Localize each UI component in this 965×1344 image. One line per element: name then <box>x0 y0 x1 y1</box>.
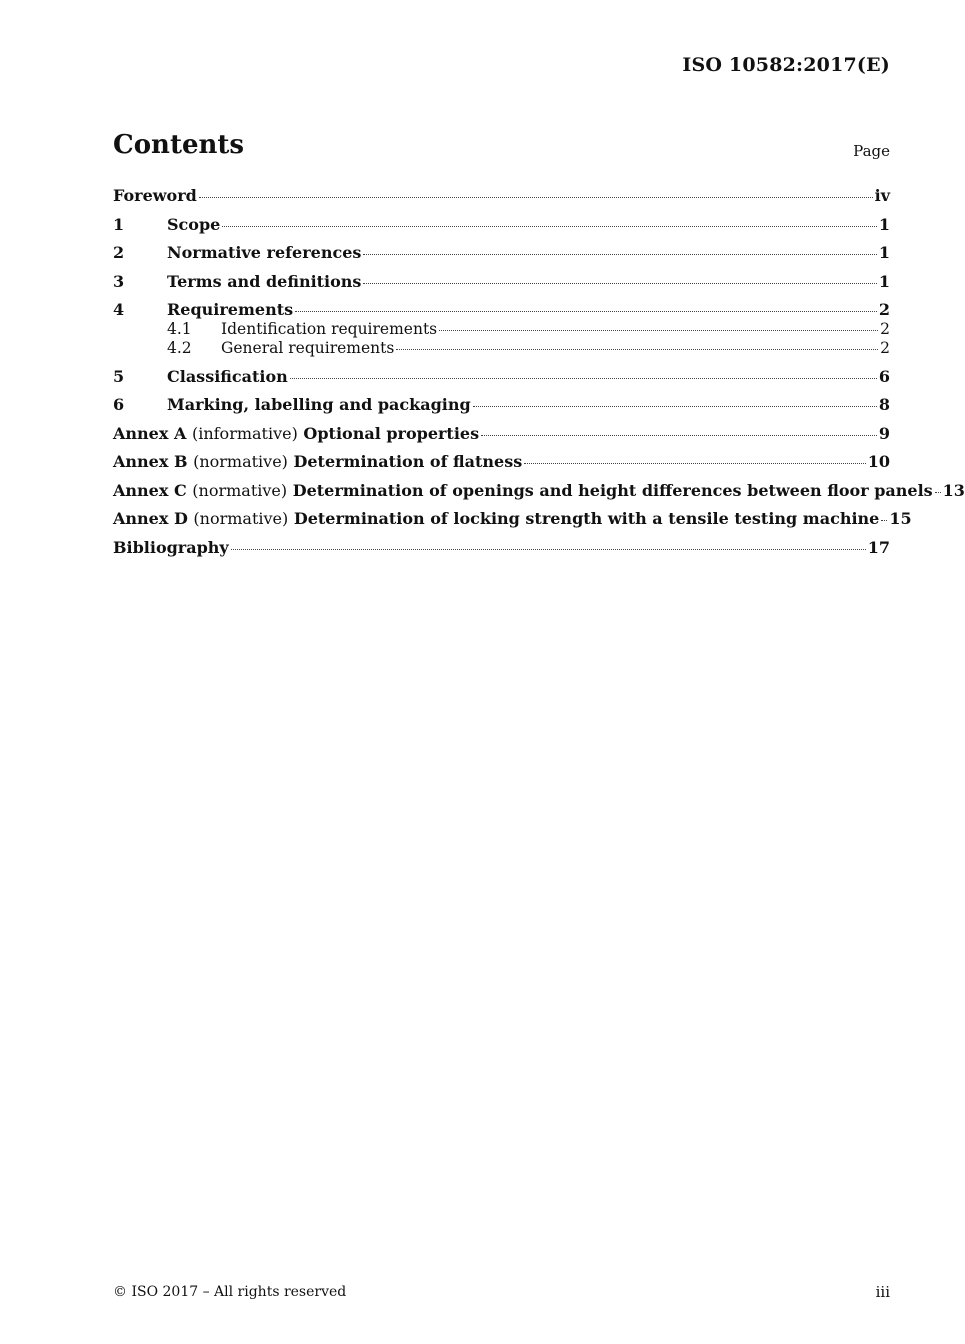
toc-entry-title: General requirements <box>221 339 395 357</box>
toc-entry-page: 13 <box>942 480 965 500</box>
toc-entry-annex-c[interactable] <box>113 480 965 501</box>
document-code: ISO 10582:2017(E) <box>682 54 890 76</box>
toc-entry-page: 8 <box>878 395 890 414</box>
toc-entry-annex-d[interactable] <box>113 509 912 529</box>
toc-entry-title: Terms and definitions <box>167 271 362 291</box>
toc-entry-general-requirements[interactable] <box>113 339 890 358</box>
toc-entry-bibliography[interactable] <box>113 538 890 558</box>
contents-header <box>113 130 890 166</box>
dot-leader <box>524 462 865 464</box>
annex-label: Annex A <box>113 423 187 443</box>
toc-entry-foreword[interactable] <box>113 186 890 206</box>
page-column-label: Page <box>853 142 890 160</box>
toc-entry-identification-requirements[interactable] <box>113 320 890 339</box>
annex-title: Determination of openings and height differences between floor panels <box>292 480 933 500</box>
toc-entry-number: 6 <box>113 395 125 414</box>
toc-entry-number: 1 <box>113 214 125 234</box>
toc-entry-number: 2 <box>113 243 125 262</box>
toc-entry-page: 2 <box>880 339 890 357</box>
annex-label: Annex B <box>113 452 188 471</box>
page-number: iii <box>875 1283 890 1301</box>
toc-entry-title: Foreword <box>113 186 197 205</box>
toc-entry-annex-b[interactable] <box>113 452 890 472</box>
toc-entry-number: 3 <box>113 271 125 291</box>
dot-leader <box>199 196 873 198</box>
dot-leader <box>935 491 941 493</box>
annex-label: Annex D <box>113 509 188 528</box>
toc-entry-title: Identification requirements <box>221 320 438 338</box>
toc-entry-title <box>113 424 479 444</box>
copyright-notice: © ISO 2017 – All rights reserved <box>113 1284 347 1300</box>
contents-title: Contents <box>113 130 245 160</box>
toc-entry-terms-and-definitions[interactable] <box>113 272 890 292</box>
toc-entry-number: 4.1 <box>167 320 192 338</box>
toc-entry-marking-labelling-packaging[interactable] <box>113 395 890 415</box>
annex-type: (normative) <box>193 509 289 528</box>
annex-type: (normative) <box>193 452 288 471</box>
dot-leader <box>290 377 877 379</box>
toc-entry-requirements[interactable] <box>113 300 890 320</box>
dot-leader <box>295 310 877 312</box>
annex-title: Determination of locking strength with a tensile testing machine <box>293 509 880 528</box>
dot-leader <box>473 405 877 407</box>
toc-entry-classification[interactable] <box>113 367 890 387</box>
dot-leader <box>222 225 877 227</box>
dot-leader <box>439 329 878 331</box>
toc-entry-page: 1 <box>878 214 890 234</box>
toc-entry-title <box>113 452 522 472</box>
annex-type: (informative) <box>191 423 298 443</box>
toc-entry-page: 2 <box>880 320 890 338</box>
dot-leader <box>363 282 876 284</box>
toc-entry-page: 9 <box>878 423 890 443</box>
dot-leader <box>231 548 866 550</box>
toc-entry-page: 1 <box>878 243 890 262</box>
annex-type: (normative) <box>192 480 288 500</box>
annex-label: Annex C <box>113 480 187 500</box>
toc-entry-normative-references[interactable] <box>113 243 890 263</box>
toc-entry-number: 5 <box>113 366 125 386</box>
toc-entry-title <box>113 481 933 501</box>
toc-entry-title: Marking, labelling and packaging <box>167 395 471 414</box>
toc-entry-annex-a[interactable] <box>113 424 890 444</box>
toc-entry-page: iv <box>874 186 890 205</box>
toc-entry-title: Normative references <box>167 243 362 262</box>
toc-entry-title: Classification <box>167 366 288 386</box>
toc-entry-scope[interactable] <box>113 215 890 235</box>
toc-entry-page: 2 <box>878 300 890 319</box>
annex-title: Determination of flatness <box>293 452 523 471</box>
toc-entry-title: Requirements <box>167 300 294 319</box>
toc-entry-page: 17 <box>867 537 890 557</box>
toc-entry-page: 10 <box>867 452 890 471</box>
table-of-contents <box>113 186 965 558</box>
dot-leader <box>396 348 878 350</box>
dot-leader <box>481 434 877 436</box>
dot-leader <box>363 253 876 255</box>
toc-entry-number: 4 <box>113 300 125 319</box>
annex-title: Optional properties <box>303 423 480 443</box>
toc-entry-title: Bibliography <box>113 537 229 557</box>
toc-entry-title <box>113 509 879 529</box>
toc-entry-page: 6 <box>878 366 890 386</box>
dot-leader <box>881 519 887 521</box>
toc-entry-number: 4.2 <box>167 339 192 357</box>
toc-entry-page: 1 <box>878 271 890 291</box>
toc-entry-title: Scope <box>167 214 221 234</box>
toc-entry-page: 15 <box>889 509 912 528</box>
